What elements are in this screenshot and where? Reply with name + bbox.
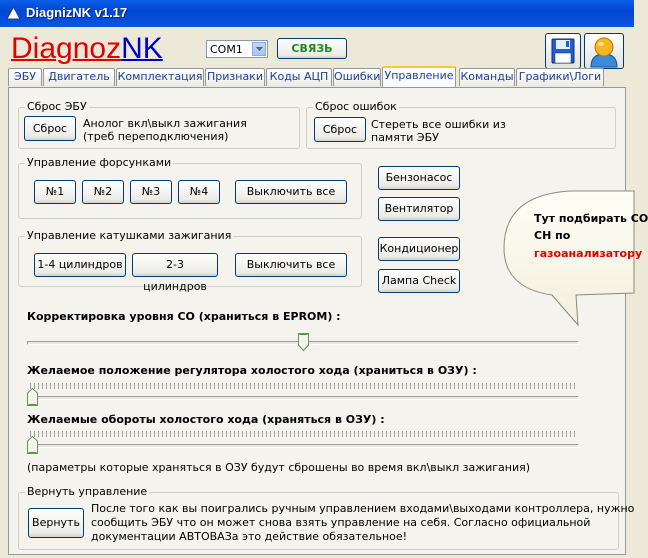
fuel-pump-button[interactable] xyxy=(378,166,460,190)
injector-4-button[interactable] xyxy=(178,180,220,204)
tab-engine[interactable] xyxy=(43,68,115,86)
coil-2-3-label: 2-3 цилиндров xyxy=(143,258,207,293)
tab-equipment[interactable] xyxy=(116,68,204,86)
reset-errors-button-label: Сброс xyxy=(322,123,358,136)
reset-errors-title: Сброс ошибок xyxy=(315,100,397,113)
fan-button[interactable] xyxy=(378,197,460,221)
tab-label: ЭБУ xyxy=(14,70,36,83)
reset-ecu-button[interactable] xyxy=(24,116,76,141)
tooltip-line-3: газоанализатору xyxy=(534,247,643,260)
coils-off-all-button[interactable] xyxy=(235,253,347,277)
tab-label: Признаки xyxy=(207,70,263,83)
injector-3-button[interactable] xyxy=(130,180,172,204)
tab-control[interactable] xyxy=(382,66,456,87)
save-button[interactable] xyxy=(545,33,581,69)
tab-ecu[interactable] xyxy=(8,68,42,86)
return-control-button-label: Вернуть xyxy=(32,516,80,529)
coil-2-3-button[interactable] xyxy=(132,253,218,293)
idle-rpm-label: Желаемые обороты холостого хода (храняться в ОЗУ) : xyxy=(27,413,385,426)
connect-button[interactable] xyxy=(277,38,347,59)
tab-errors[interactable] xyxy=(333,68,381,86)
reset-ecu-button-label: Сброс xyxy=(32,122,68,135)
window-title: DiagnizNK v1.17 xyxy=(26,5,128,20)
floppy-disk-icon xyxy=(546,34,580,68)
reset-errors-button[interactable] xyxy=(314,117,366,142)
user-button[interactable] xyxy=(584,33,624,69)
tab-label: Ошибки xyxy=(334,70,381,83)
injector-2-label: №2 xyxy=(93,185,113,198)
injectors-off-all-label: Выключить все xyxy=(246,185,336,198)
injector-1-label: №1 xyxy=(45,185,65,198)
title-bar[interactable] xyxy=(0,0,634,27)
reset-errors-desc-1: Стереть все ошибки из xyxy=(371,118,506,131)
return-control-desc-1: После того как вы поигрались ручным управлением входами\выходами контроллера, нужно xyxy=(91,502,635,515)
app-logo xyxy=(11,34,163,64)
idle-rpm-ticks xyxy=(30,431,578,437)
injectors-off-all-button[interactable] xyxy=(235,180,347,204)
logo-part-diagnoz: Diagnoz xyxy=(11,32,122,65)
coils-off-all-label: Выключить все xyxy=(246,258,336,271)
check-lamp-label: Лампа Check xyxy=(381,274,457,287)
idle-position-ticks xyxy=(30,383,578,389)
idle-position-label: Желаемое положение регулятора холостого хода (храниться в ОЗУ) : xyxy=(27,364,477,377)
connect-button-label: СВЯЗЬ xyxy=(291,42,333,55)
tab-graphs-logs[interactable] xyxy=(516,68,604,86)
return-control-desc-2: сообщить ЭБУ что он может снова взять управление на себя. Согласно официальной xyxy=(91,516,591,529)
return-control-button[interactable] xyxy=(28,508,84,538)
tab-label: Управление xyxy=(384,69,454,82)
logo-part-nk: NK xyxy=(121,32,163,65)
tab-label: Команды xyxy=(460,70,514,83)
ac-button[interactable] xyxy=(378,237,460,261)
tab-adc-codes[interactable] xyxy=(266,68,332,86)
injectors-title: Управление форсунками xyxy=(27,156,172,169)
injector-2-button[interactable] xyxy=(82,180,124,204)
return-control-desc-3: документации АВТОВАЗа это действие обязательное! xyxy=(91,530,408,543)
reset-ecu-desc-1: Анолог вкл\выкл зажигания xyxy=(83,117,247,130)
tab-label: Графики\Логи xyxy=(518,70,602,83)
app-icon xyxy=(7,7,20,19)
ac-label: Кондиционер xyxy=(379,242,459,255)
fan-label: Вентилятор xyxy=(384,202,454,215)
coil-1-4-button[interactable] xyxy=(34,253,126,277)
injector-4-label: №4 xyxy=(189,185,209,198)
user-icon xyxy=(585,34,623,68)
co-slider-label: Корректировка уровня СО (храниться в EPROM) : xyxy=(27,310,341,323)
tab-label: Комплектация xyxy=(117,70,203,83)
tab-label: Коды АЦП xyxy=(269,70,329,83)
idle-position-track xyxy=(27,396,579,400)
tab-flags[interactable] xyxy=(205,68,265,86)
tab-commands[interactable] xyxy=(459,68,515,86)
reset-ecu-title: Сброс ЭБУ xyxy=(27,100,87,113)
tooltip-line-1: Тут подбирать СО xyxy=(534,212,648,225)
coil-1-4-label: 1-4 цилиндров xyxy=(37,258,123,271)
ram-reset-note: (параметры которые храняться в ОЗУ будут сброшены во время вкл\выкл зажигания) xyxy=(27,461,531,474)
port-select-value: COM1 xyxy=(210,43,243,56)
reset-errors-desc-2: памяти ЭБУ xyxy=(371,131,439,144)
fuel-pump-label: Бензонасос xyxy=(385,171,453,184)
port-select[interactable] xyxy=(206,40,268,58)
coils-title: Управление катушками зажигания xyxy=(27,229,232,242)
tooltip-line-2: СН по xyxy=(534,229,571,242)
reset-ecu-desc-2: (треб переподключения) xyxy=(83,130,229,143)
check-lamp-button[interactable] xyxy=(378,269,460,293)
injector-3-label: №3 xyxy=(141,185,161,198)
idle-position-thumb[interactable] xyxy=(27,388,38,406)
idle-rpm-thumb[interactable] xyxy=(27,436,38,454)
chevron-down-icon[interactable] xyxy=(252,42,266,56)
idle-rpm-track xyxy=(27,444,579,448)
injector-1-button[interactable] xyxy=(34,180,76,204)
co-slider-thumb[interactable] xyxy=(298,333,309,351)
return-control-title: Вернуть управление xyxy=(27,485,148,498)
tab-label: Двигатель xyxy=(48,70,110,83)
